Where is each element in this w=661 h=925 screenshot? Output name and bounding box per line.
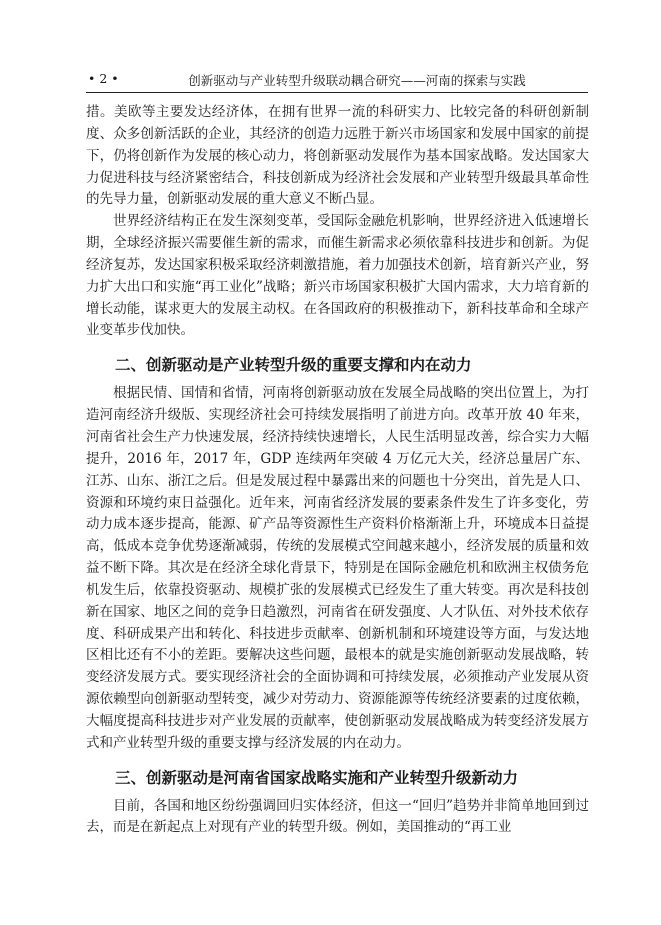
- section-heading-3: 三、创新驱动是河南省国家战略实施和产业转型升级新动力: [115, 768, 519, 787]
- paragraph-4: 目前，各国和地区纷纷强调回归实体经济，但这一“回归”趋势并非简单地回到过去，而是在新起点上对现有产业的转型升级。例如，美国推动的“再工业: [86, 797, 589, 836]
- paragraph-2: 世界经济结构正在发生深刻变革，受国际金融危机影响，世界经济进入低速增长期，全球经济振兴需要催生新的需求，而催生新需求必须依靠科技进步和创新。为促经济复苏，发达国家积极采取经济刺激措施，着力加强技术创新，培育新兴产业，努力扩大出口和实施“再工业化”战略；新兴市场国家积极扩大国内需求，大力培育新的增长动能，谋求更大的发展主动权。在各国政府的积极推动下，新科技革命和全球产业变革步伐加快。: [86, 213, 589, 339]
- page-number: • 2 •: [88, 71, 119, 86]
- page-body: [86, 102, 589, 839]
- section-heading-2: 二、创新驱动是产业转型升级的重要支撑和内在动力: [115, 356, 472, 375]
- paragraph-3: 根据民情、国情和省情，河南将创新驱动放在发展全局战略的突出位置上，为打造河南经济升级版、实现经济社会可持续发展指明了前进方向。改革开放 40 年来，河南省社会生产力快速发展，经济持续快速增长，人民生活明显改善，综合实力大幅提升，2016 年，2017 年，GDP 连续两年突破 4 万亿元大关，经济总量居广东、江苏、山东、浙江之后。但是发展过程中暴露出来的问题也十分突出，首先是人口、资源和环境约束日益强化。近年来，河南省经济发展的要素条件发生了许多变化，劳动力成本逐步提高，能源、矿产品等资源性生产资料价格渐渐上升，环境成本日益提高，低成本竞争优势逐渐减弱，传统的发展模式空间越来越小，经济发展的质量和效益不断下降。其次是在经济全球化背景下，特别是在国际金融危机和欧洲主权债务危机发生后，依靠投资驱动、规模扩张的发展模式已经发生了重大转变。再次是科技创新在国家、地区之间的竞争日趋激烈，河南省在研发强度、人才队伍、对外技术依存度、科研成果产出和转化、科技进步贡献率、创新机制和环境建设等方面，与发达地区相比还有不小的差距。要解决这些问题，最根本的就是实施创新驱动发展战略，转变经济发展方式。要实现经济社会的全面协调和可持续发展，必须推动产业发展从资源依赖型向创新驱动型转变，减少对劳动力、资源能源等传统经济要素的过度依赖，大幅度提高科技进步对产业发展的贡献率，使创新驱动发展战略成为转变经济发展方式和产业转型升级的重要支撑与经济发展的内在动力。: [86, 385, 589, 751]
- paragraph-1: 措。美欧等主要发达经济体，在拥有世界一流的科研实力、比较完备的科研创新制度、众多创新活跃的企业，其经济的创造力远胜于新兴市场国家和发展中国家的前提下，仍将创新作为发展的核心动力，将创新驱动发展作为基本国家战略。发达国家大力促进科技与经济紧密结合，科技创新成为经济社会发展和产业转型升级最具革命性的先导力量，创新驱动发展的重大意义不断凸显。: [86, 104, 589, 208]
- page-header: [86, 68, 588, 93]
- running-title: 创新驱动与产业转型升级联动耦合研究——河南的探索与实践: [188, 73, 526, 88]
